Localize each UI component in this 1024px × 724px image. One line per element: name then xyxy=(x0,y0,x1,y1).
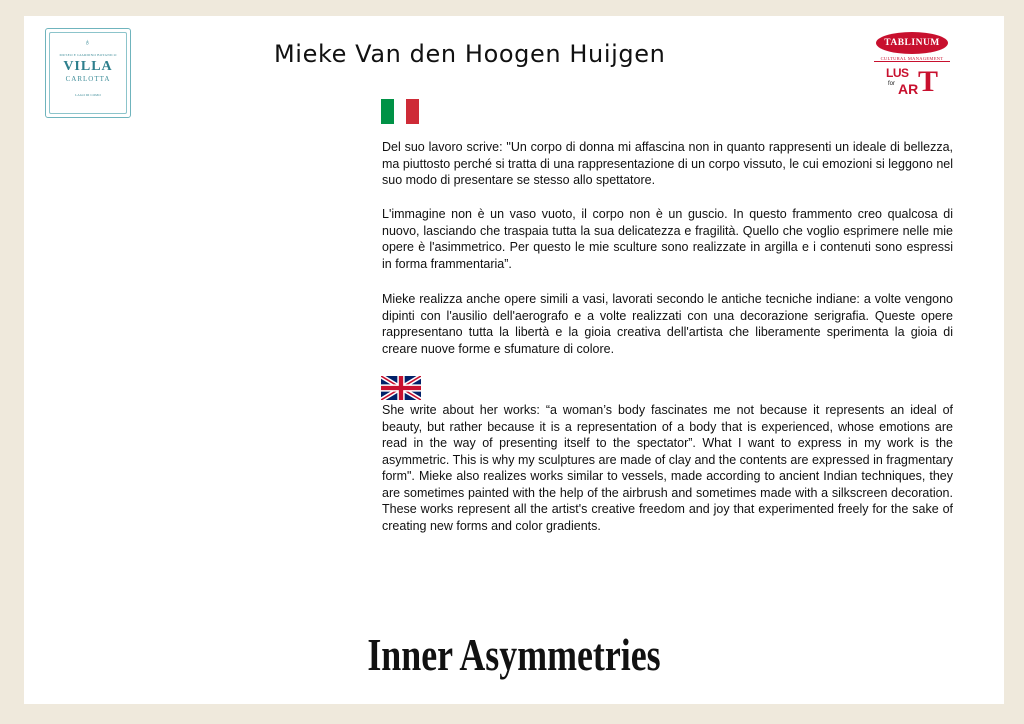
italian-flag-icon xyxy=(381,99,419,124)
page-title: Mieke Van den Hoogen Huijgen xyxy=(274,40,666,68)
uk-flag-icon xyxy=(381,376,421,400)
villa-logo-name: VILLA xyxy=(63,59,113,74)
villa-logo-small-text: MUSEO E GIARDINO BOTANICO xyxy=(59,53,117,57)
for-word: for xyxy=(888,81,896,87)
english-paragraph: She write about her works: “a woman’s body fascinates me not because it represents an ideal of beauty, but rather because it is a representation of a body that is experienced, whose emotions are read in the way of presenting itself to the spectator”. What I want to express in my work is the asymmetric. This is why my sculptures are made of clay and the contents are expressed in fragmentary form". Mieke also realizes works similar to vessels, made according to ancient Indian techniques, they are sometimes painted with the help of the airbrush and sometimes made with a silkscreen decoration. These works represent all the artist's creative freedom and joy that experimented freely for the sake of creating new forms and color gradients. xyxy=(382,403,953,533)
t-letter: T xyxy=(918,65,939,98)
italian-paragraph-3: Mieke realizza anche opere simili a vasi, lavorati secondo le antiche tecniche indiane: a volte vengono dipinti con l'ausilio dell'aerografo e a volte realizzati con una decorazione serigrafia. Queste opere rappresentano tutta la libertà e la gioia creativa dell'artista che liberamente sperimenta la gioia di creare nuove forme e sfumature di colore. xyxy=(382,292,953,356)
tablinum-logo: TABLINUM xyxy=(876,32,948,54)
tablinum-logo-sub: CULTURAL MANAGEMENT xyxy=(874,56,950,62)
villa-carlotta-logo xyxy=(45,28,131,118)
italian-paragraph-1: Del suo lavoro scrive: "Un corpo di donna mi affascina non in quanto rappresenti un ideale di bellezza, ma piuttosto perché si tratta di una rappresentazione di un corpo vissuto, le cui emozioni si leggono nel suo modo di presentare se stesso allo spettatore. xyxy=(382,140,953,187)
page-sheet xyxy=(24,16,1004,704)
villa-logo-sub: CARLOTTA xyxy=(65,75,111,83)
lust-for-art-logo xyxy=(886,66,946,98)
ar-word: AR xyxy=(898,81,919,97)
lust-word: LUS xyxy=(886,66,909,80)
exhibition-title: Inner Asymmetries xyxy=(367,629,661,680)
villa-logo-tiny-text: LAGO DI COMO xyxy=(75,93,101,97)
crest-icon: ♁ xyxy=(84,37,91,47)
italian-paragraph-2: L'immagine non è un vaso vuoto, il corpo non è un guscio. In questo frammento creo qualcosa di nuovo, lasciando che traspaia tutta la sua delicatezza e fragilità. Quello che voglio esprimere nelle mie opere è l'asimmetrico. Per questo le mie sculture sono realizzate in argilla e i contenuti sono espressi in forma frammentaria”. xyxy=(382,207,953,271)
